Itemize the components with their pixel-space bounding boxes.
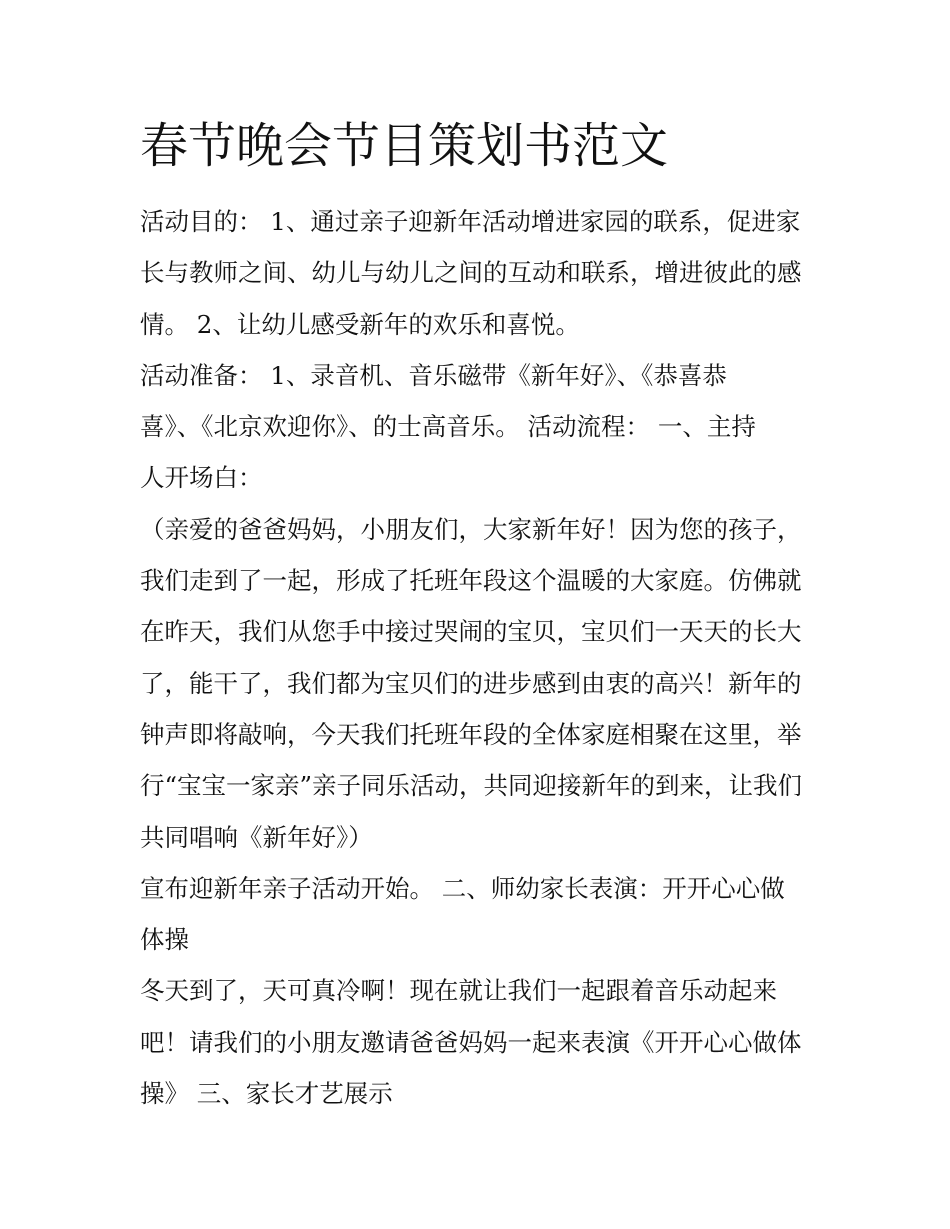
text-line: 喜》、《北京欢迎你》、的士高音乐。 活动流程： 一、主持 bbox=[140, 412, 756, 442]
text-line: 共同唱响《新年好》） bbox=[140, 822, 373, 852]
text-line: 行“宝宝一家亲”亲子同乐活动，共同迎接新年的到来，让我们 bbox=[140, 771, 803, 801]
text-line: 人开场白： bbox=[140, 463, 263, 493]
document-title: 春节晚会节目策划书范文 bbox=[140, 118, 669, 174]
text-line: 情。 2、让幼儿感受新年的欢乐和喜悦。 bbox=[140, 309, 580, 339]
text-line: 长与教师之间、幼儿与幼儿之间的互动和联系，增进彼此的感 bbox=[140, 258, 802, 288]
paragraph-activity-prep bbox=[140, 350, 816, 504]
text-line: 活动目的： 1、通过亲子迎新年活动增进家园的联系，促进家 bbox=[140, 207, 801, 236]
text-line: 操》 三、家长才艺展示 bbox=[140, 1079, 393, 1109]
paragraph-announce-start bbox=[140, 863, 816, 966]
paragraph-activity-goal bbox=[140, 196, 816, 350]
text-line: （亲爱的爸爸妈妈，小朋友们，大家新年好！因为您的孩子， bbox=[140, 514, 802, 544]
text-line: 了，能干了，我们都为宝贝们的进步感到由衷的高兴！新年的 bbox=[140, 668, 802, 698]
text-line: 体操 bbox=[140, 925, 189, 955]
text-line: 宣布迎新年亲子活动开始。 二、师幼家长表演：开开心心做 bbox=[140, 873, 785, 903]
paragraph-winter-exercise bbox=[140, 965, 816, 1119]
text-line: 活动准备： 1、录音机、音乐磁带《新年好》、《恭喜恭 bbox=[140, 360, 727, 390]
paragraph-host-opening bbox=[140, 504, 816, 863]
text-line: 在昨天，我们从您手中接过哭闹的宝贝，宝贝们一天天的长大 bbox=[140, 617, 802, 647]
text-line: 钟声即将敲响，今天我们托班年段的全体家庭相聚在这里，举 bbox=[140, 719, 802, 749]
text-line: 吧！请我们的小朋友邀请爸爸妈妈一起来表演《开开心心做体 bbox=[140, 1027, 802, 1057]
text-line: 我们走到了一起，形成了托班年段这个温暖的大家庭。仿佛就 bbox=[140, 566, 802, 596]
document-body bbox=[140, 196, 816, 1119]
text-line: 冬天到了，天可真冷啊！现在就让我们一起跟着音乐动起来 bbox=[140, 976, 777, 1006]
